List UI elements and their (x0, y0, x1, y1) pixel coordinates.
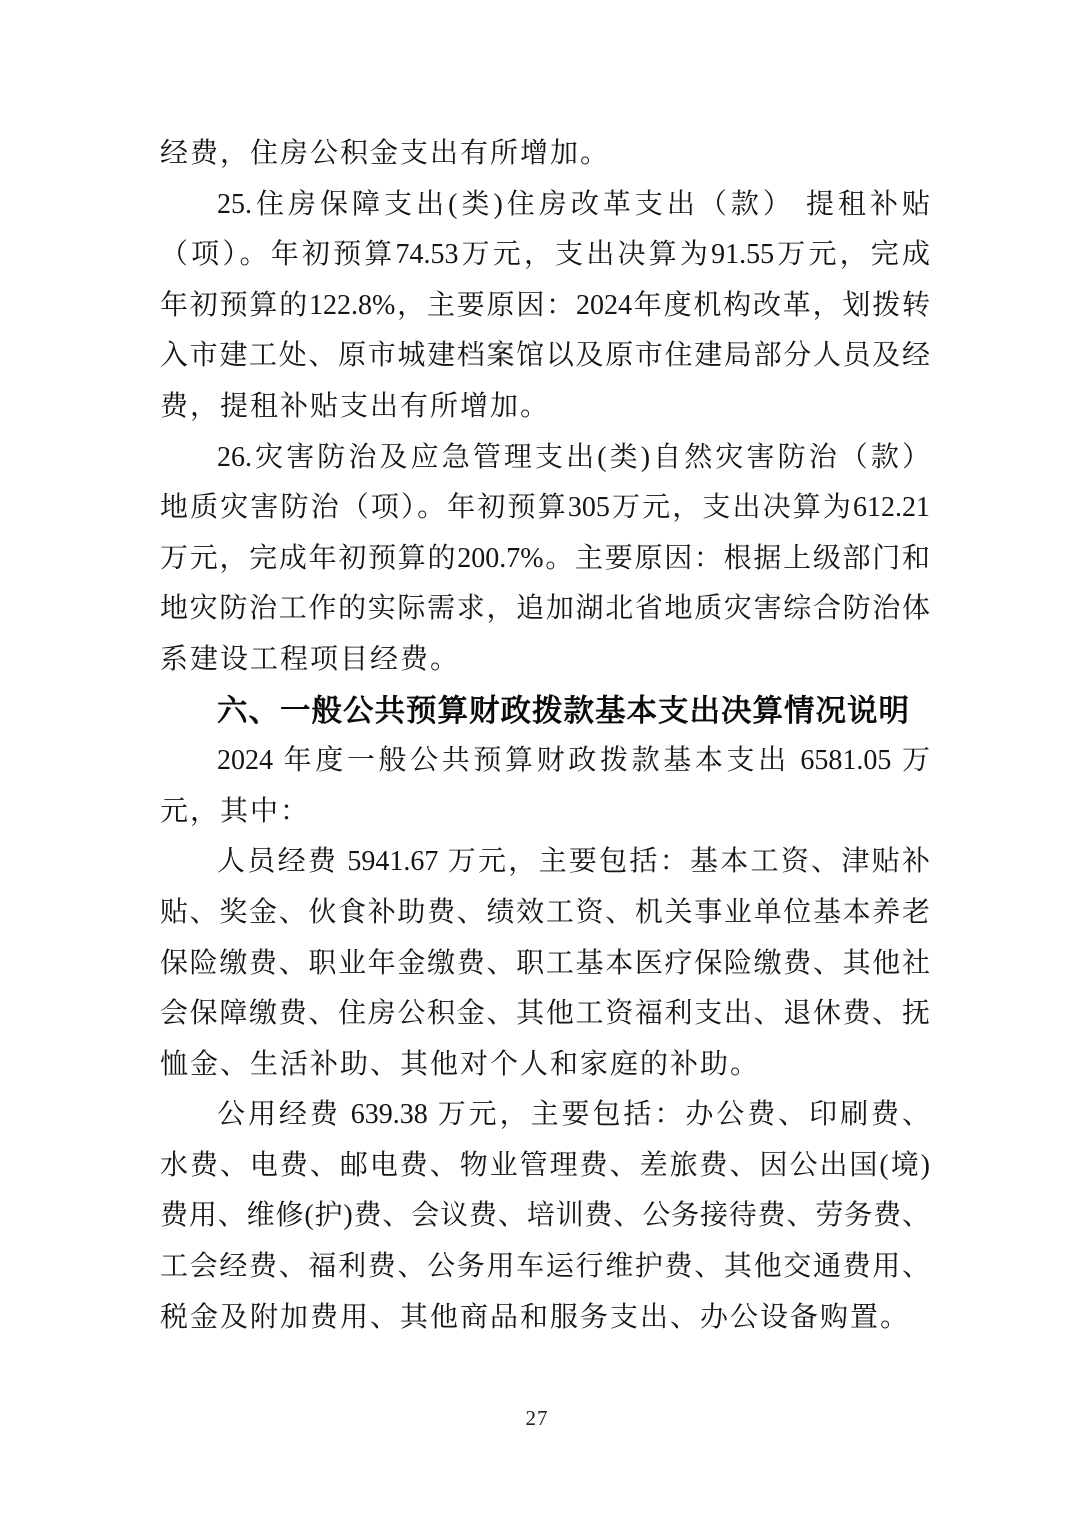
text-line: 26.灾害防治及应急管理支出(类)自然灾害防治（款） (217, 441, 930, 473)
text-line: 经费，住房公积金支出有所增加。 (160, 138, 611, 169)
text-line: 会保障缴费、住房公积金、其他工资福利支出、退休费、抚 (160, 998, 930, 1030)
text-line: （项）。年初预算74.53万元，支出决算为91.55万元，完成 (160, 239, 930, 271)
text-line: 费用、维修(护)费、会议费、培训费、公务接待费、劳务费、 (160, 1200, 930, 1232)
text-line: 公用经费 639.38 万元，主要包括：办公费、印刷费、 (217, 1099, 930, 1131)
text-line: 水费、电费、邮电费、物业管理费、差旅费、因公出国(境) (160, 1149, 930, 1181)
text-line: 工会经费、福利费、公务用车运行维护费、其他交通费用、 (160, 1251, 930, 1283)
text-line: 25.住房保障支出(类)住房改革支出（款） 提租补贴 (217, 188, 930, 220)
text-line: 入市建工处、原市城建档案馆以及原市住建局部分人员及经 (160, 340, 930, 372)
text-line: 税金及附加费用、其他商品和服务支出、办公设备购置。 (160, 1301, 911, 1333)
text-line: 人员经费 5941.67 万元，主要包括：基本工资、津贴补 (217, 846, 930, 878)
text-line: 年初预算的122.8%，主要原因：2024年度机构改革，划拨转 (160, 289, 930, 321)
page-number: 27 (525, 1406, 549, 1430)
document-text (160, 129, 930, 1343)
text-line: 元，其中： (160, 795, 311, 827)
text-line: 系建设工程项目经费。 (160, 643, 461, 675)
text-line: 地质灾害防治（项）。年初预算305万元，支出决算为612.21 (160, 492, 930, 524)
text-line: 贴、奖金、伙食补助费、绩效工资、机关事业单位基本养老 (160, 896, 930, 928)
text-line: 费，提租补贴支出有所增加。 (160, 390, 551, 422)
text-line: 2024 年度一般公共预算财政拨款基本支出 6581.05 万 (217, 745, 930, 777)
text-line: 保险缴费、职业年金缴费、职工基本医疗保险缴费、其他社 (160, 947, 930, 979)
text-line: 万元，完成年初预算的200.7%。主要原因：根据上级部门和 (160, 542, 930, 574)
text-line: 恤金、生活补助、其他对个人和家庭的补助。 (160, 1048, 761, 1080)
section-heading: 六、一般公共预算财政拨款基本支出决算情况说明 (217, 693, 910, 728)
text-line: 地灾防治工作的实际需求，追加湖北省地质灾害综合防治体 (160, 593, 930, 625)
